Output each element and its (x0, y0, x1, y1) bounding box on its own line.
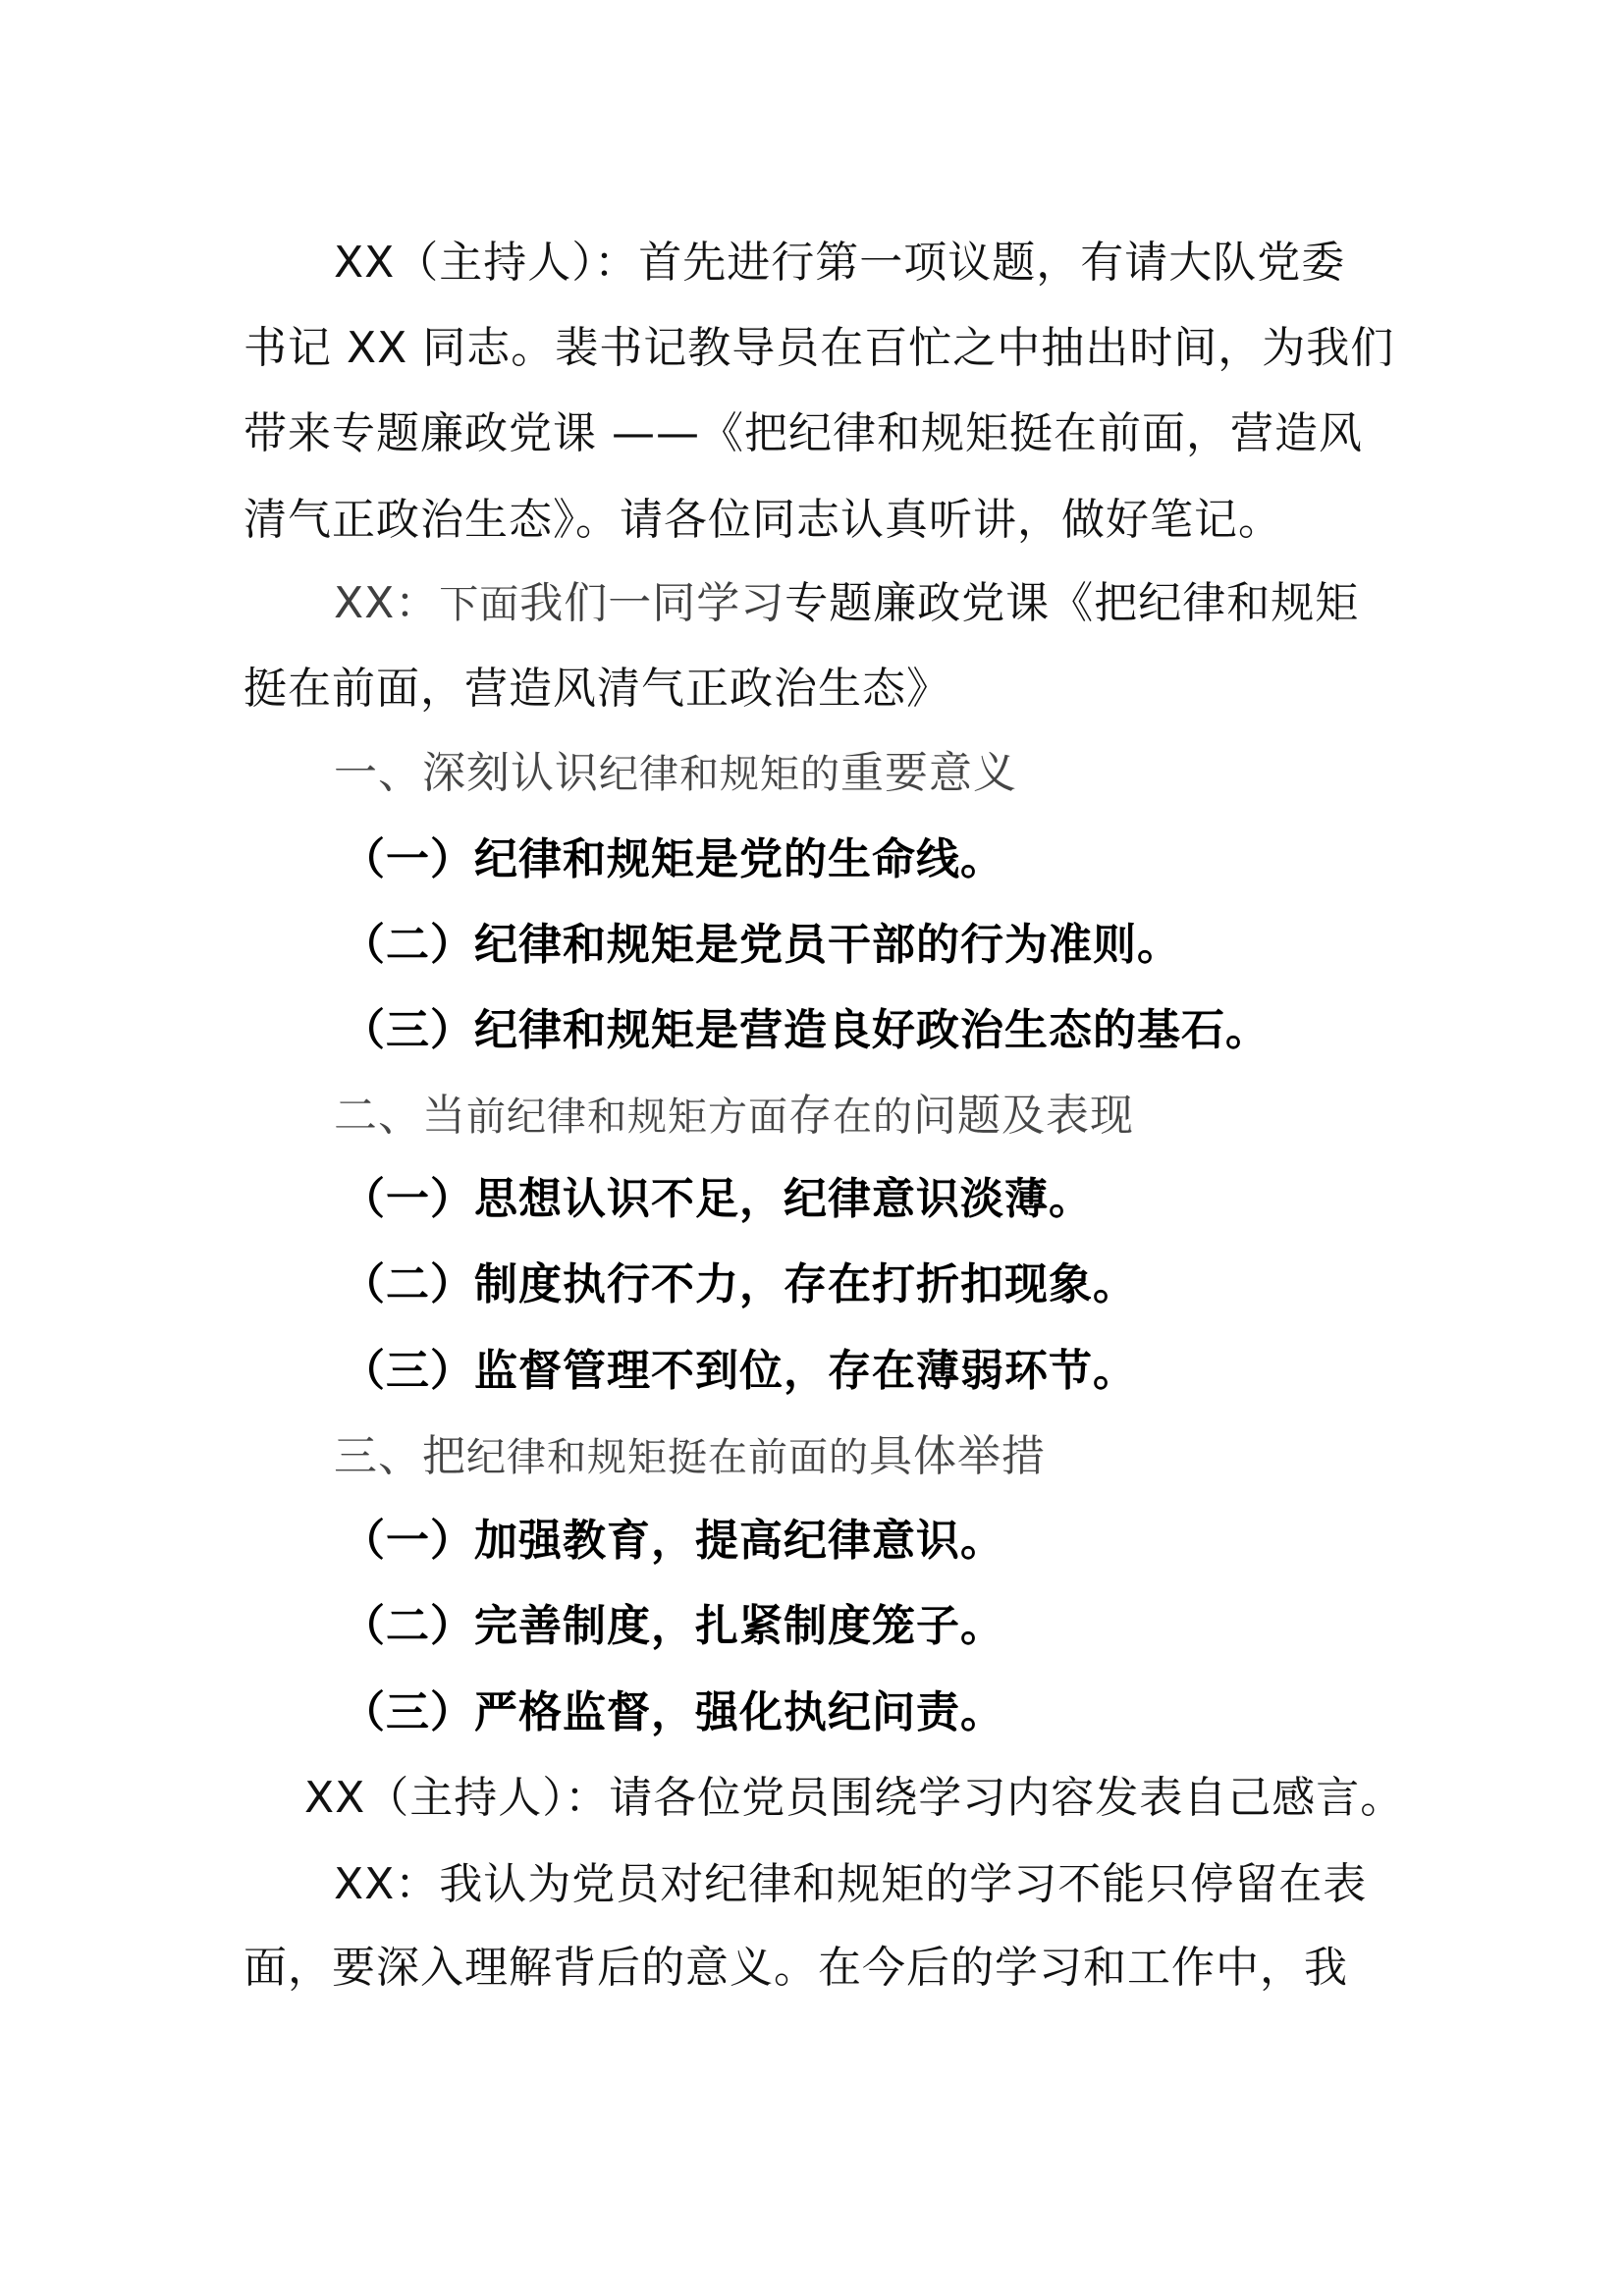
heading-part: 一、深刻认识 (334, 748, 599, 798)
section-2-heading (334, 1087, 1134, 1146)
host-prompt: XX（主持人）：请各位党员围绕学习内容发表自己感言。 (304, 1773, 1405, 1823)
paragraph-1-line-4: 清气正政治生态》。请各位同志认真听讲，做好笔记。 (243, 495, 1282, 545)
paragraph-2-line-1 (334, 574, 1359, 633)
paragraph-2-line-2: 挺在前面，营造风清气正政治生态》 (243, 664, 950, 714)
gray-text: 我们一同学习 (519, 578, 785, 628)
body-text: 专题廉政党课《把纪律和规矩 (784, 578, 1360, 628)
paragraph-1-line-2: 书记 XX 同志。裴书记教导员在百忙之中抽出时间，为我们 (243, 323, 1395, 373)
heading-part: 二、当 (334, 1091, 466, 1141)
final-paragraph-line-2: 面，要深入理解背后的意义。在今后的学习和工作中，我 (243, 1943, 1348, 1993)
script-text: 下面 (439, 582, 520, 627)
section-1-heading (334, 744, 1017, 803)
paragraph-1-line-3: 带来专题廉政党课 ——《把纪律和规矩挺在前面，营造风 (243, 408, 1363, 458)
section-3-item-3: （三）严格监督，强化执纪问责。 (342, 1687, 1004, 1737)
section-2-item-1: （一）思想认识不足，纪律意识淡薄。 (342, 1174, 1093, 1224)
heading-part: 存 (788, 1091, 833, 1141)
section-3-heading (334, 1427, 1046, 1486)
section-1-item-2: （二）纪律和规矩是党员干部的行为准则。 (342, 920, 1181, 970)
section-1-item-3: （三）纪律和规矩是营造良好政治生态的基石。 (342, 1005, 1270, 1055)
heading-part-script: 纪律和规矩的 (599, 752, 840, 797)
speaker-label: XX： (334, 578, 440, 628)
heading-part: 问题及表现 (913, 1091, 1134, 1141)
section-2-item-2: （二）制度执行不力，存在打折扣现象。 (342, 1259, 1137, 1309)
final-paragraph-line-1: XX：我认为党员对纪律和规矩的学习不能只停留在表 (334, 1859, 1368, 1909)
section-1-item-1: （一）纪律和规矩是党的生命线。 (342, 834, 1004, 884)
heading-part: 三、把 (334, 1431, 466, 1481)
heading-part-script: 前纪律和规矩方面 (466, 1095, 788, 1140)
section-2-item-3: （三）监督管理不到位，存在薄弱环节。 (342, 1346, 1137, 1396)
section-3-item-2: （二）完善制度，扎紧制度笼子。 (342, 1601, 1004, 1651)
section-3-item-1: （一）加强教育，提高纪律意识。 (342, 1516, 1004, 1566)
heading-part: 具体举措 (869, 1431, 1046, 1481)
heading-part-script: 纪律和规矩挺在前面的 (466, 1435, 869, 1480)
paragraph-1-line-1: XX（主持人）：首先进行第一项议题，有请大队党委 (334, 238, 1346, 288)
heading-part: 重要意义 (840, 748, 1017, 798)
heading-part-script: 在的 (833, 1095, 913, 1140)
